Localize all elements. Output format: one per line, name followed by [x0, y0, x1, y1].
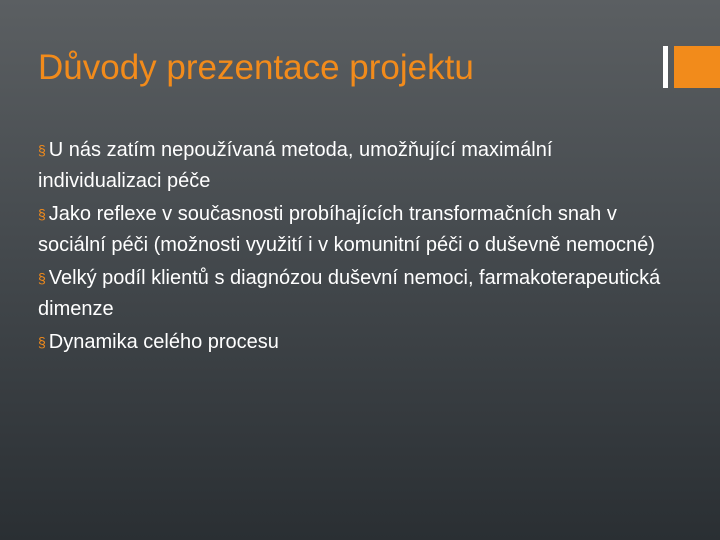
slide-title: Důvody prezentace projektu — [38, 48, 474, 87]
bullet-text: Jako reflexe v současnosti probíhajících transformačních snah v sociální péči (možnosti využití i v komunitní péči o duševně nemocné) — [38, 203, 655, 256]
bullet-text: U nás zatím nepoužívaná metoda, umožňující maximální individualizaci péče — [38, 139, 553, 192]
bullet-marker: § — [38, 270, 46, 286]
bullet-marker: § — [38, 142, 46, 158]
title-accent-bar-thick — [674, 46, 720, 88]
bullet-marker: § — [38, 206, 46, 222]
bullet-item — [38, 263, 678, 325]
bullet-list — [38, 135, 678, 360]
bullet-item — [38, 199, 678, 261]
bullet-item — [38, 327, 678, 358]
bullet-item — [38, 135, 678, 197]
bullet-marker: § — [38, 334, 46, 350]
bullet-text: Dynamika celého procesu — [48, 331, 279, 353]
bullet-text: Velký podíl klientů s diagnózou duševní nemoci, farmakoterapeutická dimenze — [38, 267, 661, 320]
title-accent-bar-thin — [663, 46, 668, 88]
